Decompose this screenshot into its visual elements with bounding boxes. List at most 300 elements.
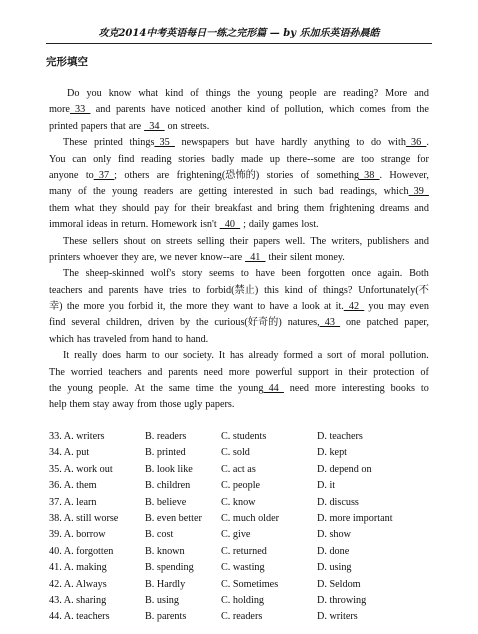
word-group (108, 365, 141, 381)
passage-word: kind (165, 88, 184, 99)
word-group (196, 315, 208, 331)
option-choice: B. printed (145, 447, 186, 459)
word-group (49, 119, 81, 135)
passage-word: pay (154, 202, 170, 214)
passage-word: another (210, 104, 242, 116)
option-choice: B. Hardly (145, 578, 186, 590)
passage-word: and (414, 88, 429, 99)
word-group (288, 315, 340, 331)
word-group (63, 348, 69, 364)
passage-word: more (228, 366, 250, 378)
word-group (183, 348, 214, 364)
word-group (324, 86, 336, 102)
word-group (212, 152, 235, 168)
word-group (182, 135, 230, 151)
option-choice: C. give (221, 529, 251, 541)
word-group (264, 283, 279, 299)
word-group (166, 234, 192, 250)
passage-word: silent (290, 251, 313, 263)
passage-word: are (156, 169, 170, 181)
option-choice: C. people (221, 480, 261, 492)
passage-word: by (179, 317, 191, 329)
word-group (249, 217, 272, 233)
passage-word: breakfast (214, 202, 253, 214)
passage-word: more (314, 383, 336, 395)
word-group (272, 217, 301, 233)
passage-word: does (102, 350, 121, 362)
passage-word: selling (197, 235, 225, 247)
word-group (130, 135, 175, 151)
passage-word: Do (67, 88, 80, 99)
passage-line (49, 348, 429, 364)
passage-word: their (229, 235, 249, 247)
word-group (279, 184, 287, 200)
word-group (281, 135, 307, 151)
passage-word: have (255, 137, 275, 149)
passage-word: the (66, 301, 80, 313)
passage-word: and (147, 366, 163, 378)
passage-word: but (235, 137, 249, 149)
word-group (282, 266, 301, 282)
option-choice: C. returned (221, 545, 267, 557)
passage-word: should (122, 202, 150, 214)
passage-word: to (85, 169, 94, 181)
passage-word: you (368, 301, 384, 313)
word-group (414, 201, 429, 217)
option-row (49, 527, 449, 543)
passage-word: Unfortunately(不 (358, 284, 429, 296)
passage-word: are, (141, 251, 157, 263)
passage-word: young (111, 186, 138, 198)
word-group (99, 381, 129, 397)
word-group (71, 365, 103, 381)
option-choice: D. show (317, 529, 351, 541)
passage-word: story (182, 268, 203, 280)
passage-word: to (174, 333, 183, 345)
passage-word: with (387, 137, 406, 149)
word-group (184, 397, 205, 413)
passage-word: to (257, 301, 266, 313)
word-group (301, 168, 310, 184)
passage-word: frightening(恐怖的) (176, 169, 260, 181)
header-divider (46, 43, 432, 44)
word-group (93, 152, 111, 168)
passage-word: at (324, 301, 332, 313)
answer-blank: _44_ (263, 383, 284, 395)
word-group (367, 315, 399, 331)
word-group (253, 234, 280, 250)
passage-word: may (387, 301, 406, 313)
passage-line (49, 397, 429, 413)
passage-word: printed (94, 137, 123, 149)
word-group (186, 332, 211, 348)
passage-word: . (426, 137, 429, 149)
passage-word: It (63, 350, 70, 362)
passage-word: people (289, 88, 317, 99)
option-row (49, 429, 449, 445)
word-group (361, 152, 374, 168)
passage-word: sellers (92, 235, 119, 247)
passage-word: have (269, 301, 289, 313)
word-group (116, 102, 145, 118)
passage-line (49, 234, 429, 250)
passage-word: immoral (49, 219, 84, 231)
passage-word: worried (70, 366, 103, 378)
passage-word: for (416, 153, 429, 165)
passage-word: find (49, 317, 66, 329)
passage-word: of (78, 186, 87, 198)
option-row (49, 593, 449, 609)
passage-word: seems (209, 268, 235, 280)
passage-word: more (49, 104, 70, 116)
passage-word: and (95, 104, 111, 116)
word-group (109, 283, 138, 299)
option-choice: C. sold (221, 447, 250, 459)
passage-word: of (270, 104, 280, 116)
word-group (128, 299, 153, 315)
passage-word: the (237, 88, 251, 99)
option-choice: 37. A. learn (49, 496, 97, 508)
word-group (174, 201, 186, 217)
passage-word: the (219, 383, 233, 395)
passage-word: it, (157, 301, 166, 313)
word-group (352, 266, 371, 282)
word-group (169, 283, 187, 299)
word-group (290, 86, 317, 102)
option-choice: C. wasting (221, 562, 265, 574)
word-group (78, 184, 87, 200)
passage-word: pollution, (284, 104, 324, 116)
passage-word: forgotten (307, 268, 345, 280)
passage-word: interested (233, 186, 273, 198)
section-title: 完形填空 (46, 56, 88, 68)
passage-word: kind (284, 284, 303, 296)
word-group (391, 102, 411, 118)
passage-line (49, 365, 429, 381)
passage-word: curious(好奇的) (214, 317, 282, 329)
word-group (160, 397, 185, 413)
passage-word: interesting (341, 383, 385, 395)
passage-line (49, 184, 429, 200)
passage-word: to (356, 137, 365, 149)
word-group (219, 348, 225, 364)
word-group (314, 135, 350, 151)
option-row (49, 462, 449, 478)
word-group (49, 168, 78, 184)
answer-blank: _41_ (245, 251, 266, 263)
word-group (346, 315, 361, 331)
passage-word: their (348, 366, 368, 378)
word-group (380, 201, 409, 217)
passage-word: whoever (83, 251, 119, 263)
option-choice: D. kept (317, 447, 347, 459)
passage-word: ugly (184, 399, 203, 411)
word-group (72, 152, 86, 168)
word-group (49, 152, 66, 168)
passage-word: noticed (175, 104, 206, 116)
passage-word: daily (248, 219, 270, 231)
passage-word: publishers (367, 235, 410, 247)
word-group (177, 168, 260, 184)
passage-word: to (192, 284, 201, 296)
passage-word: them (303, 202, 325, 214)
passage-line (49, 135, 429, 151)
passage-line (49, 381, 429, 397)
passage-word: too (361, 153, 375, 165)
passage-word: society. (183, 350, 214, 362)
passage-word: the (49, 383, 62, 395)
option-choice: C. know (221, 496, 256, 508)
word-group (267, 168, 294, 184)
word-group (324, 299, 331, 315)
word-group (342, 381, 385, 397)
word-group (268, 250, 290, 266)
word-group (256, 365, 293, 381)
passage-word: need (289, 383, 309, 395)
passage-word: the (196, 317, 209, 329)
word-group (160, 250, 175, 266)
option-choice: D. done (317, 545, 350, 557)
word-group (269, 299, 288, 315)
word-group (102, 348, 121, 364)
passage-word: things? (322, 284, 353, 296)
word-group (378, 266, 403, 282)
word-group (233, 184, 273, 200)
word-group (151, 266, 175, 282)
word-group (204, 365, 223, 381)
word-group (175, 250, 201, 266)
passage-word: do (370, 137, 382, 149)
option-choice: 39. A. borrow (49, 529, 106, 541)
option-row (49, 577, 449, 593)
word-group (157, 168, 169, 184)
word-group (421, 381, 429, 397)
word-group (389, 348, 428, 364)
word-group (290, 250, 315, 266)
word-group (211, 102, 242, 118)
passage-word: others (124, 169, 150, 181)
passage-word: newspapers (181, 137, 230, 149)
passage-word: moral (360, 350, 385, 362)
passage-word: books (390, 383, 416, 395)
passage-word: up (269, 153, 280, 165)
passage-word: things (129, 137, 155, 149)
passage-word: printed (49, 120, 78, 132)
word-group (63, 234, 87, 250)
word-group (152, 332, 175, 348)
word-group (360, 102, 386, 118)
passage-word: it. (335, 301, 344, 313)
word-group (388, 135, 429, 151)
passage-word: stay (92, 399, 110, 411)
option-choice: 38. A. still worse (49, 512, 119, 524)
passage-word: printers (49, 251, 81, 263)
passage-word: money. (315, 251, 345, 263)
passage-word: know (108, 88, 132, 99)
passage-word: really (74, 350, 98, 362)
passage-word: have (150, 104, 171, 116)
word-group (277, 201, 299, 217)
option-choice: 34. A. put (49, 447, 90, 459)
word-group (384, 184, 429, 200)
word-group (86, 86, 101, 102)
passage-word: already (248, 350, 279, 362)
passage-word: of (190, 88, 199, 99)
word-group (343, 86, 378, 102)
word-group (180, 315, 190, 331)
word-group (331, 234, 362, 250)
passage-word: parents (168, 366, 198, 378)
option-choice: 35. A. work out (49, 463, 113, 475)
passage-word: to (420, 383, 429, 395)
passage-line (49, 119, 429, 135)
word-group (257, 201, 272, 217)
answer-blank: _39_ (408, 186, 429, 198)
option-choice: 33. A. writers (49, 431, 105, 442)
passage-word: 幸) (49, 301, 63, 313)
word-group (182, 266, 202, 282)
passage-word: such (293, 186, 313, 198)
passage-line (49, 217, 429, 233)
option-row (49, 560, 449, 576)
word-group (86, 168, 117, 184)
word-group (141, 152, 172, 168)
passage-word: hardly (281, 137, 308, 149)
word-group (391, 381, 415, 397)
passage-word: readings, (340, 186, 378, 198)
word-group (302, 299, 320, 315)
option-choice: D. writers (317, 611, 358, 623)
word-group (121, 250, 142, 266)
word-group (404, 315, 429, 331)
word-group (238, 86, 250, 102)
passage-word: you (108, 301, 124, 313)
passage-word: need (203, 366, 223, 378)
passage-line (49, 315, 429, 331)
word-group (236, 135, 249, 151)
word-group (112, 184, 137, 200)
passage-word: has (76, 333, 91, 345)
passage-word: reading (141, 153, 172, 165)
passage-word: sheep-skinned (85, 268, 144, 280)
word-group (96, 102, 111, 118)
word-group (110, 119, 128, 135)
word-group (148, 365, 163, 381)
word-group (49, 217, 87, 233)
option-choice: C. students (221, 431, 267, 442)
word-group (71, 315, 100, 331)
passage-word: has (229, 350, 244, 362)
answer-blank: _37_ (93, 169, 115, 181)
word-group (247, 102, 265, 118)
passage-word: for (174, 202, 187, 214)
word-group (371, 135, 381, 151)
word-group (209, 266, 234, 282)
passage-word: and (257, 202, 273, 214)
passage-word: hand (152, 333, 172, 345)
passage-word: writers, (331, 235, 363, 247)
option-choice: C. much older (221, 512, 280, 524)
passage-word: are (179, 186, 193, 198)
cloze-passage (49, 86, 429, 414)
document-title: 攻克2014中考英语每日一练之完形篇 — by 乐加乐英语孙晨皓 (98, 28, 380, 39)
passage-word: their (191, 202, 210, 214)
word-group (49, 201, 69, 217)
passage-line (49, 152, 429, 168)
word-group (94, 135, 123, 151)
passage-line (49, 283, 429, 299)
word-group (347, 348, 356, 364)
option-choice: D. Seldom (317, 578, 361, 590)
passage-line (49, 102, 429, 118)
word-group (233, 299, 253, 315)
answer-blank: _35_ (154, 137, 175, 149)
word-group (414, 234, 429, 250)
word-group (49, 184, 72, 200)
option-choice: 40. A. forgotten (49, 545, 114, 557)
passage-word: teachers (49, 284, 83, 296)
passage-word: ; (114, 169, 117, 181)
word-group (138, 86, 158, 102)
passage-word: what (74, 202, 95, 214)
word-group (368, 299, 383, 315)
word-group (192, 283, 200, 299)
option-row (49, 544, 449, 560)
passage-word: know--are (200, 251, 243, 263)
passage-word: them (69, 399, 90, 411)
word-group (186, 299, 207, 315)
word-group (109, 86, 132, 102)
word-group (257, 299, 265, 315)
passage-word: isn't (200, 219, 217, 231)
passage-word: Both (409, 268, 429, 280)
word-group (336, 299, 365, 315)
passage-word: only (93, 153, 112, 165)
passage-word: teachers (108, 366, 142, 378)
word-group (152, 348, 160, 364)
passage-word: of (300, 169, 310, 181)
word-group (63, 266, 79, 282)
passage-word: and (414, 202, 429, 214)
passage-word: again. (377, 268, 403, 280)
passage-word: anything (314, 137, 350, 149)
word-group (109, 299, 124, 315)
word-group (367, 234, 409, 250)
option-choice: D. using (317, 562, 352, 574)
word-group (205, 397, 237, 413)
word-group (340, 184, 377, 200)
passage-word: things (205, 88, 231, 99)
passage-word: away (112, 399, 134, 411)
word-group (318, 348, 323, 364)
passage-word: well. (285, 235, 306, 247)
word-group (358, 283, 429, 299)
word-group (151, 102, 170, 118)
passage-word: which (383, 186, 409, 198)
passage-word: hand. (185, 333, 209, 345)
word-group (190, 86, 199, 102)
word-group (200, 250, 268, 266)
passage-line (49, 250, 429, 266)
passage-word: they (211, 301, 230, 313)
option-choice: 44. A. teachers (49, 611, 110, 623)
word-group (49, 315, 65, 331)
word-group (293, 299, 298, 315)
passage-word: our (164, 350, 179, 362)
word-group (92, 234, 118, 250)
word-group (329, 102, 354, 118)
word-group (304, 201, 324, 217)
